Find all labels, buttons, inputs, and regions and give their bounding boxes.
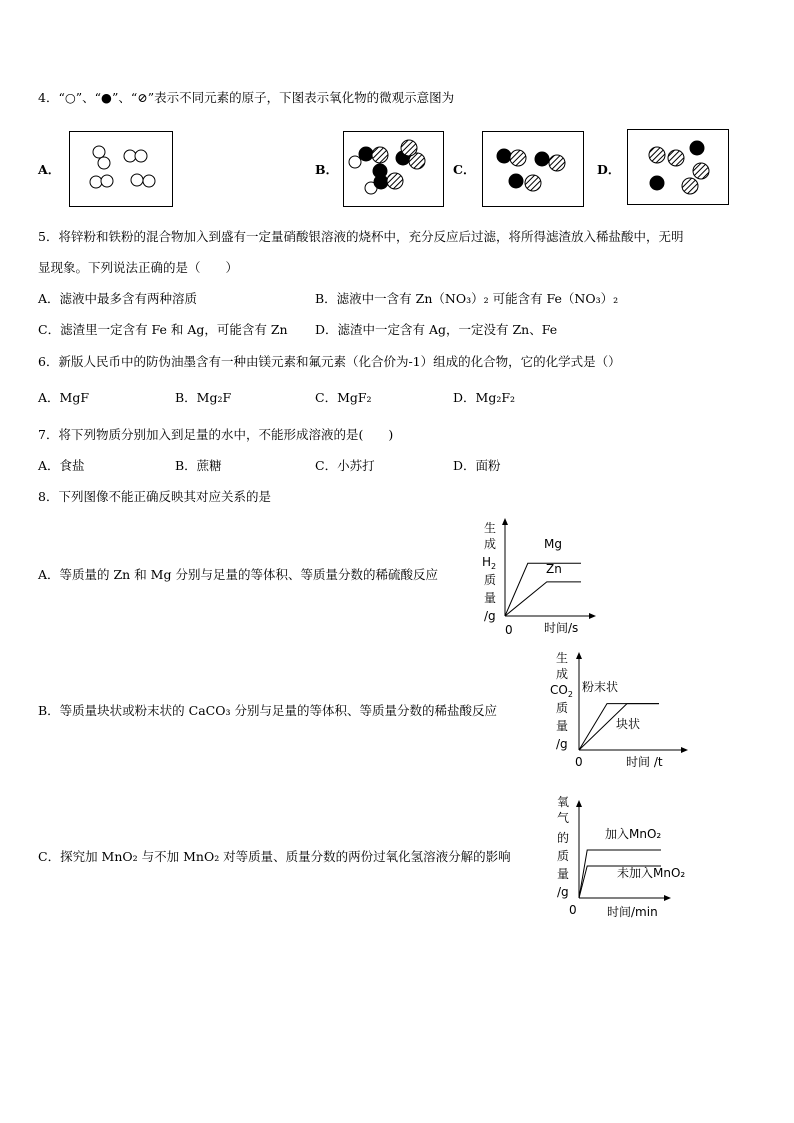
- chart-c-series-label-1: 加入MnO₂: [605, 827, 662, 841]
- chart-c-ylabel-5: 量: [557, 867, 570, 881]
- q7-stem: 7．将下列物质分别加入到足量的水中，不能形成溶液的是( ): [38, 427, 394, 442]
- q7-option-d[interactable]: D．面粉: [453, 458, 501, 473]
- q8-chart-a: [478, 518, 598, 648]
- q4-option-a-label[interactable]: A．: [38, 162, 61, 177]
- chart-b-ylabel-3: $CO_2$: [550, 683, 573, 699]
- chart-c-ylabel-6: /g: [557, 885, 569, 899]
- q6-option-b[interactable]: B．Mg₂F: [175, 390, 232, 405]
- chart-c-series-label-2: 未加入MnO₂: [617, 866, 686, 880]
- chart-a-ylabel-2: 成: [484, 537, 497, 551]
- chart-a-ylabel-1: 生: [484, 521, 497, 535]
- chart-a-ylabel-6: /g: [484, 609, 496, 623]
- chart-c-ylabel-2: 气: [557, 811, 570, 825]
- q6-option-d[interactable]: D．Mg₂F₂: [453, 390, 516, 405]
- chart-b-series-label-1: 粉末状: [582, 680, 619, 694]
- chart-a-ylabel-4: 质: [484, 573, 497, 587]
- chart-b-xlabel: 时间 /t: [626, 755, 663, 769]
- q4-option-c-label[interactable]: C．: [453, 162, 476, 177]
- chart-a-series-label-2: Zn: [546, 562, 562, 576]
- chart-a-series-label-1: Mg: [544, 537, 562, 551]
- q8-option-b[interactable]: B．等质量块状或粉末状的 CaCO₃ 分别与足量的等体积、等质量分数的稀盐酸反应: [38, 703, 497, 718]
- q5-stem-line1: 5．将锌粉和铁粉的混合物加入到盛有一定量硝酸银溶液的烧杯中，充分反应后过滤，将所得滤渣放入稀盐酸中，无明: [38, 229, 684, 244]
- chart-a-xlabel: 时间/s: [544, 621, 579, 635]
- q8-chart-b: [550, 646, 690, 776]
- chart-c-origin: 0: [569, 903, 577, 917]
- q5-option-c[interactable]: C．滤渣里一定含有 Fe 和 Ag，可能含有 Zn: [38, 322, 288, 337]
- chart-b-series-label-2: 块状: [616, 717, 641, 731]
- q5-option-a[interactable]: A．滤液中最多含有两种溶质: [38, 291, 198, 306]
- q4-option-d-label[interactable]: D．: [597, 162, 621, 177]
- chart-a-series-line-2: [505, 582, 581, 616]
- chart-a-origin: 0: [505, 623, 513, 637]
- q4-stem: 4．“○”、“●”、“⊘”表示不同元素的原子，下图表示氧化物的微观示意图为: [38, 90, 455, 105]
- q4-option-b-diagram: [343, 131, 444, 207]
- chart-b-ylabel-2: 成: [556, 667, 569, 681]
- chart-c-ylabel-3: 的: [557, 831, 570, 845]
- q4-option-b-label[interactable]: B．: [315, 162, 339, 177]
- q7-option-a[interactable]: A．食盐: [38, 458, 85, 473]
- q4-option-d-diagram: [627, 129, 729, 205]
- chart-a-ylabel-3: $H_2$: [482, 555, 497, 571]
- chart-a-ylabel-5: 量: [484, 591, 497, 605]
- q8-option-c[interactable]: C．探究加 MnO₂ 与不加 MnO₂ 对等质量、质量分数的两份过氧化氢溶液分解的影响: [38, 849, 511, 864]
- chart-b-ylabel-6: /g: [556, 737, 568, 751]
- q5-stem-line2: 显现象。下列说法正确的是（ ）: [38, 260, 239, 275]
- q6-option-c[interactable]: C．MgF₂: [315, 390, 372, 405]
- chart-c-ylabel-1: 氧: [557, 795, 570, 809]
- chart-b-ylabel-5: 量: [556, 719, 569, 733]
- q6-stem: 6．新版人民币中的防伪油墨含有一种由镁元素和氟元素（化合价为-1）组成的化合物，它的化学式是（）: [38, 354, 621, 369]
- chart-a-series-line-1: [505, 563, 581, 616]
- q7-option-b[interactable]: B．蔗糖: [175, 458, 222, 473]
- chart-c-ylabel-4: 质: [557, 849, 570, 863]
- chart-c-xlabel: 时间/min: [607, 905, 658, 919]
- q8-stem: 8．下列图像不能正确反映其对应关系的是: [38, 489, 271, 504]
- q8-chart-c: [553, 792, 703, 922]
- q5-option-b[interactable]: B．滤液中一含有 Zn（NO₃）₂ 可能含有 Fe（NO₃）₂: [315, 291, 619, 306]
- q4-option-a-diagram: [69, 131, 173, 207]
- q7-option-c[interactable]: C．小苏打: [315, 458, 375, 473]
- q8-option-a[interactable]: A．等质量的 Zn 和 Mg 分别与足量的等体积、等质量分数的稀硫酸反应: [38, 567, 438, 582]
- q4-option-c-diagram: [482, 131, 584, 207]
- chart-b-origin: 0: [575, 755, 583, 769]
- chart-b-ylabel-4: 质: [556, 701, 569, 715]
- q5-option-d[interactable]: D．滤渣中一定含有 Ag，一定没有 Zn、Fe: [315, 322, 558, 337]
- q6-option-a[interactable]: A．MgF: [38, 390, 90, 405]
- chart-b-ylabel-1: 生: [556, 651, 569, 665]
